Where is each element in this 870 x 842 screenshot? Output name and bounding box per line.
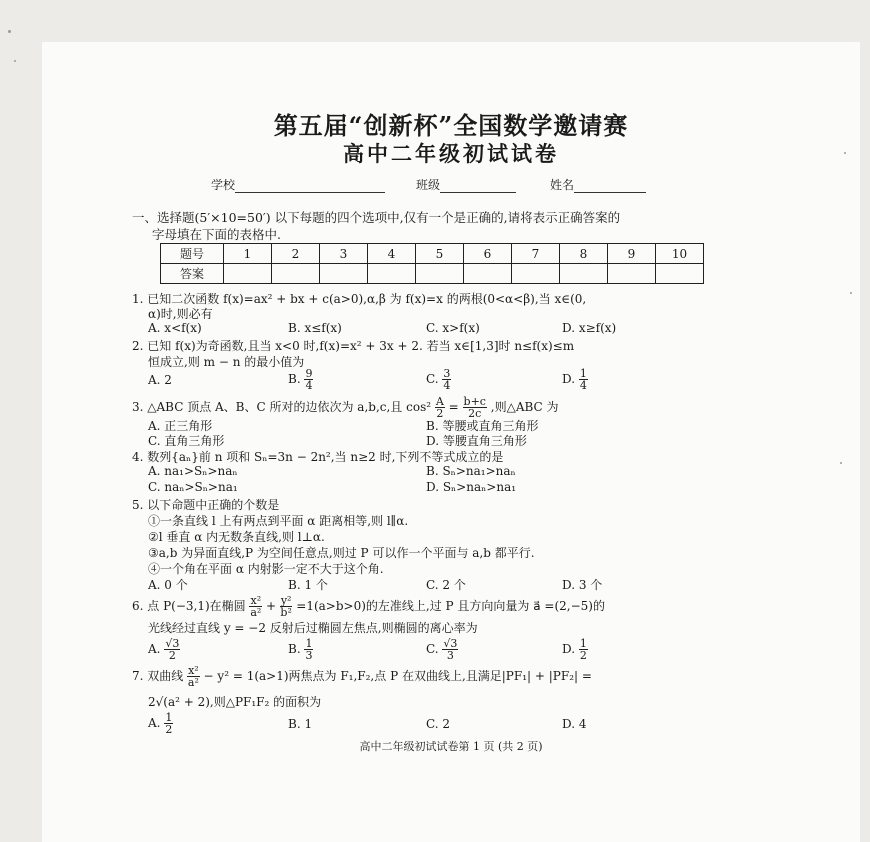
fraction bbox=[463, 396, 487, 419]
fraction bbox=[442, 368, 451, 391]
numerator: y² bbox=[280, 594, 292, 607]
q2-option-b bbox=[288, 368, 313, 391]
option-label: D. bbox=[562, 372, 576, 386]
table-cell: 4 bbox=[368, 244, 416, 264]
class-label: 班级 bbox=[416, 178, 441, 192]
q6-option-d bbox=[562, 638, 588, 661]
numerator: b+c bbox=[463, 395, 486, 408]
denominator: 4 bbox=[579, 379, 587, 392]
table-cell: 6 bbox=[464, 244, 512, 264]
table-header: 答案 bbox=[161, 264, 224, 284]
numerator: √3 bbox=[165, 637, 180, 650]
stem-text: − y² = 1(a>1)两焦点为 F₁,F₂,点 P 在双曲线上,且满足|PF₁| + |PF₂| = bbox=[203, 669, 592, 683]
answer-table bbox=[160, 243, 704, 284]
q5-stem: 5. 以下命题中正确的个数是 bbox=[132, 498, 280, 512]
q4-stem: 4. 数列{aₙ}前 n 项和 Sₙ=3n − 2n²,当 n≥2 时,下列不等式成立的是 bbox=[132, 450, 504, 464]
answer-cell[interactable] bbox=[512, 264, 560, 284]
q1-option-a: A. x<f(x) bbox=[148, 321, 202, 335]
option-label: B. bbox=[288, 642, 301, 656]
denominator: a² bbox=[187, 676, 199, 689]
q7-stem bbox=[132, 665, 592, 688]
school-blank bbox=[235, 180, 385, 193]
q5-item-3: ③a,b 为异面直线,P 为空间任意点,则过 P 可以作一个平面与 a,b 都平行. bbox=[148, 546, 535, 560]
denominator: 3 bbox=[305, 649, 313, 662]
denominator: 4 bbox=[305, 379, 313, 392]
table-cell: 5 bbox=[416, 244, 464, 264]
q3-option-d: D. 等腰直角三角形 bbox=[426, 434, 527, 448]
table-cell: 10 bbox=[656, 244, 704, 264]
table-cell: 1 bbox=[224, 244, 272, 264]
q6-option-c bbox=[426, 638, 458, 661]
fraction bbox=[249, 595, 262, 618]
page-title: 第五届“创新杯”全国数学邀请赛 bbox=[273, 111, 629, 140]
answer-cell[interactable] bbox=[608, 264, 656, 284]
q6-option-a bbox=[148, 638, 180, 661]
option-label: A. bbox=[148, 642, 161, 656]
scan-speck bbox=[850, 292, 852, 294]
stem-text: ,则△ABC 为 bbox=[490, 400, 559, 414]
q7-option-b: B. 1 bbox=[288, 717, 313, 731]
table-cell: 3 bbox=[320, 244, 368, 264]
name-blank bbox=[574, 180, 646, 193]
q5-option-d: D. 3 个 bbox=[562, 578, 603, 592]
table-cell: 7 bbox=[512, 244, 560, 264]
numerator: 1 bbox=[165, 711, 173, 724]
fraction bbox=[164, 638, 180, 661]
q4-option-d: D. Sₙ>naₙ>na₁ bbox=[426, 480, 517, 494]
option-label: A. bbox=[148, 716, 161, 730]
stem-text: 6. 点 P(−3,1)在椭圆 bbox=[132, 599, 246, 613]
numerator: √3 bbox=[443, 637, 458, 650]
fraction bbox=[187, 665, 200, 688]
numerator: A bbox=[435, 395, 444, 408]
q3-option-b: B. 等腰或直角三角形 bbox=[426, 419, 539, 433]
exam-page bbox=[42, 42, 860, 842]
denominator: 2 bbox=[165, 723, 173, 736]
q2-option-d bbox=[562, 368, 588, 391]
class-blank bbox=[440, 180, 516, 193]
q5-item-2: ②l 垂直 α 内无数条直线,则 l⊥α. bbox=[148, 530, 325, 544]
q6-stem bbox=[132, 595, 605, 618]
q7-option-d: D. 4 bbox=[562, 717, 587, 731]
q4-option-b: B. Sₙ>na₁>naₙ bbox=[426, 464, 516, 478]
q3-option-c: C. 直角三角形 bbox=[148, 434, 225, 448]
equals-sign: = bbox=[448, 400, 459, 414]
denominator: a² bbox=[250, 606, 262, 619]
denominator: 4 bbox=[443, 379, 451, 392]
table-header: 题号 bbox=[161, 244, 224, 264]
q2-option-a: A. 2 bbox=[148, 373, 172, 387]
option-label: B. bbox=[288, 372, 301, 386]
denominator: 3 bbox=[446, 649, 454, 662]
q5-option-c: C. 2 个 bbox=[426, 578, 466, 592]
name-field bbox=[550, 176, 646, 193]
q4-option-c: C. naₙ>Sₙ>na₁ bbox=[148, 480, 238, 494]
fraction bbox=[435, 396, 445, 419]
stem-text: 3. △ABC 顶点 A、B、C 所对的边依次为 a,b,c,且 cos² bbox=[132, 400, 432, 414]
answer-cell[interactable] bbox=[656, 264, 704, 284]
q2-stem-cont: 恒成立,则 m − n 的最小值为 bbox=[148, 355, 305, 369]
section-heading: 一、选择题(5′×10=50′) 以下每题的四个选项中,仅有一个是正确的,请将表示正确答案的 bbox=[132, 210, 621, 225]
section-heading-cont: 字母填在下面的表格中. bbox=[152, 227, 281, 242]
q1-option-c: C. x>f(x) bbox=[426, 321, 480, 335]
q7-option-a bbox=[148, 712, 173, 735]
option-label: D. bbox=[562, 642, 576, 656]
q5-item-1: ①一条直线 l 上有两点到平面 α 距离相等,则 l∥α. bbox=[148, 514, 409, 528]
numerator: 3 bbox=[443, 367, 451, 380]
q4-option-a: A. na₁>Sₙ>naₙ bbox=[148, 464, 238, 478]
stem-text: 7. 双曲线 bbox=[132, 669, 184, 683]
scan-speck bbox=[14, 60, 16, 62]
q1-option-d: D. x≥f(x) bbox=[562, 321, 617, 335]
q7-stem-cont: 2√(a² + 2),则△PF₁F₂ 的面积为 bbox=[148, 695, 322, 709]
answer-cell[interactable] bbox=[224, 264, 272, 284]
answer-cell[interactable] bbox=[368, 264, 416, 284]
answer-cell[interactable] bbox=[320, 264, 368, 284]
scan-speck bbox=[844, 152, 846, 154]
q3-stem bbox=[132, 396, 559, 419]
school-field bbox=[211, 176, 385, 193]
q1-option-b: B. x≤f(x) bbox=[288, 321, 342, 335]
table-row-numbers bbox=[161, 244, 704, 264]
class-field bbox=[416, 176, 516, 193]
q6-stem-cont: 光线经过直线 y = −2 反射后过椭圆左焦点,则椭圆的离心率为 bbox=[148, 621, 478, 635]
plus-sign: + bbox=[265, 599, 276, 613]
fraction bbox=[304, 638, 313, 661]
fraction bbox=[280, 595, 293, 618]
table-row-answers bbox=[161, 264, 704, 284]
fraction bbox=[164, 712, 173, 735]
table-cell: 2 bbox=[272, 244, 320, 264]
numerator: x² bbox=[188, 664, 199, 677]
fraction bbox=[442, 638, 458, 661]
fraction bbox=[579, 368, 588, 391]
denominator: b² bbox=[280, 606, 292, 619]
numerator: x² bbox=[250, 594, 262, 607]
q2-option-c bbox=[426, 368, 451, 391]
answer-cell[interactable] bbox=[272, 264, 320, 284]
denominator: 2 bbox=[579, 649, 587, 662]
q1-stem-cont: α)时,则必有 bbox=[148, 307, 213, 321]
table-cell: 9 bbox=[608, 244, 656, 264]
name-label: 姓名 bbox=[550, 178, 575, 192]
q5-option-b: B. 1 个 bbox=[288, 578, 328, 592]
answer-cell[interactable] bbox=[464, 264, 512, 284]
denominator: 2c bbox=[468, 407, 482, 420]
q1-stem: 1. 已知二次函数 f(x)=ax² + bx + c(a>0),α,β 为 f(x)=x 的两根(0<α<β),当 x∈(0, bbox=[132, 292, 587, 306]
table-cell: 8 bbox=[560, 244, 608, 264]
answer-cell[interactable] bbox=[416, 264, 464, 284]
option-label: C. bbox=[426, 642, 439, 656]
q5-option-a: A. 0 个 bbox=[148, 578, 188, 592]
q5-item-4: ④一个角在平面 α 内射影一定不大于这个角. bbox=[148, 562, 384, 576]
q3-option-a: A. 正三角形 bbox=[148, 419, 213, 433]
denominator: 2 bbox=[436, 407, 444, 420]
school-label: 学校 bbox=[211, 178, 236, 192]
q6-option-b bbox=[288, 638, 313, 661]
page-footer: 高中二年级初试试卷第 1 页 (共 2 页) bbox=[359, 740, 543, 753]
stem-text: =1(a>b>0)的左准线上,过 P 且方向向量为 a⃗ =(2,−5)的 bbox=[296, 599, 605, 613]
fraction bbox=[304, 368, 313, 391]
page-subtitle: 高中二年级初试试卷 bbox=[343, 141, 559, 166]
fraction bbox=[579, 638, 588, 661]
denominator: 2 bbox=[168, 649, 176, 662]
numerator: 1 bbox=[305, 637, 313, 650]
option-label: C. bbox=[426, 372, 439, 386]
numerator: 1 bbox=[579, 637, 587, 650]
q7-option-c: C. 2 bbox=[426, 717, 451, 731]
answer-cell[interactable] bbox=[560, 264, 608, 284]
scan-speck bbox=[8, 30, 11, 33]
numerator: 1 bbox=[579, 367, 587, 380]
q2-stem: 2. 已知 f(x)为奇函数,且当 x<0 时,f(x)=x² + 3x + 2. 若当 x∈[1,3]时 n≤f(x)≤m bbox=[132, 339, 575, 353]
numerator: 9 bbox=[305, 367, 313, 380]
scan-speck bbox=[840, 462, 842, 464]
